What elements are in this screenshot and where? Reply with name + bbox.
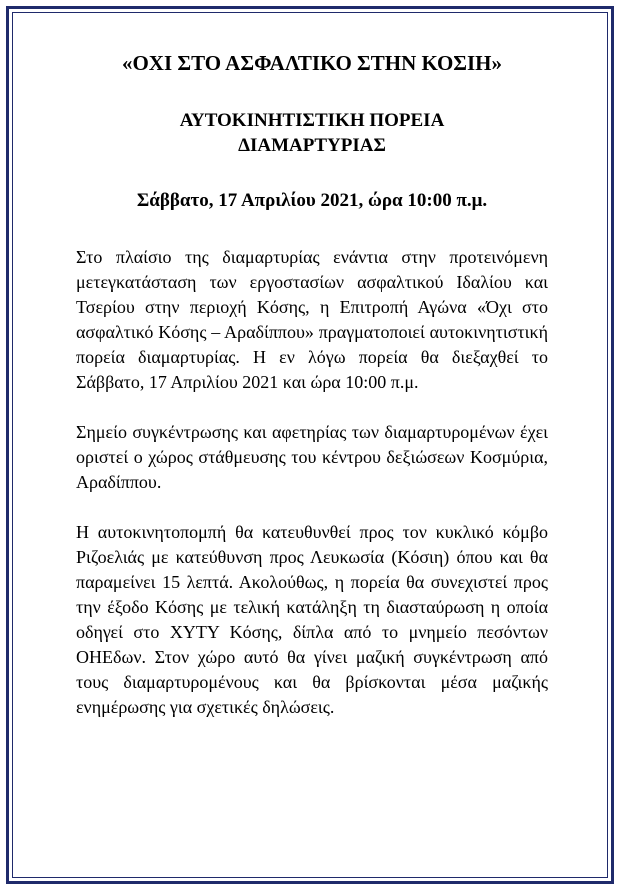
paragraph-meeting-point: Σημείο συγκέντρωσης και αφετηρίας των διαμαρτυρομένων έχει οριστεί ο χώρος στάθμευσης του κέντρου δεξιώσεων Κοσμύρια, Αραδίππου. (76, 422, 548, 492)
event-date: Σάββατο, 17 Απριλίου 2021, ώρα 10:00 π.μ. (136, 190, 488, 211)
subtitle-line-2: ΔΙΑΜΑΡΤΥΡΙΑΣ (238, 135, 386, 156)
document-title: «ΟΧΙ ΣΤΟ ΑΣΦΑΛΤΙΚΟ ΣΤΗΝ ΚΟΣΙΗ» (121, 51, 503, 75)
document-body (76, 50, 548, 745)
paragraph-route: Η αυτοκινητοπομπή θα κατευθυνθεί προς τον κυκλικό κόμβο Ριζοελιάς με κατεύθυνση προς Λευκωσία (Κόσιη) όπου και θα παραμείνει 15 λεπτά. Ακολούθως, η πορεία θα συνεχιστεί προς την έξοδο Κόσης με τελική κατάληξη τη διασταύρωση η οποία οδηγεί στο ΧΥΤΥ Κόσης, δίπλα από το μνημείο πεσόντων ΟΗΕδων. Στον χώρο αυτό θα γίνει μαζική συγκέντρωση από τους διαμαρτυρομένους και θα βρίσκονται μέσα μαζικής ενημέρωσης για σχετικές δηλώσεις. (76, 522, 548, 717)
document-subtitle (76, 108, 548, 158)
subtitle-line-1: ΑΥΤΟΚΙΝΗΤΙΣΤΙΚΗ ΠΟΡΕΙΑ (179, 110, 445, 131)
paragraph-intro: Στο πλαίσιο της διαμαρτυρίας ενάντια στην προτεινόμενη μετεγκατάσταση των εργοστασίων ασφαλτικού Ιδαλίου και Τσερίου στην περιοχή Κόσης, η Επιτροπή Αγώνα «Όχι στο ασφαλτικό Κόσης – Αραδίππου» πραγματοποιεί αυτοκινητιστική πορεία διαμαρτυρίας. Η εν λόγω πορεία θα διεξαχθεί το Σάββατο, 17 Απριλίου 2021 και ώρα 10:00 π.μ. (76, 247, 548, 392)
